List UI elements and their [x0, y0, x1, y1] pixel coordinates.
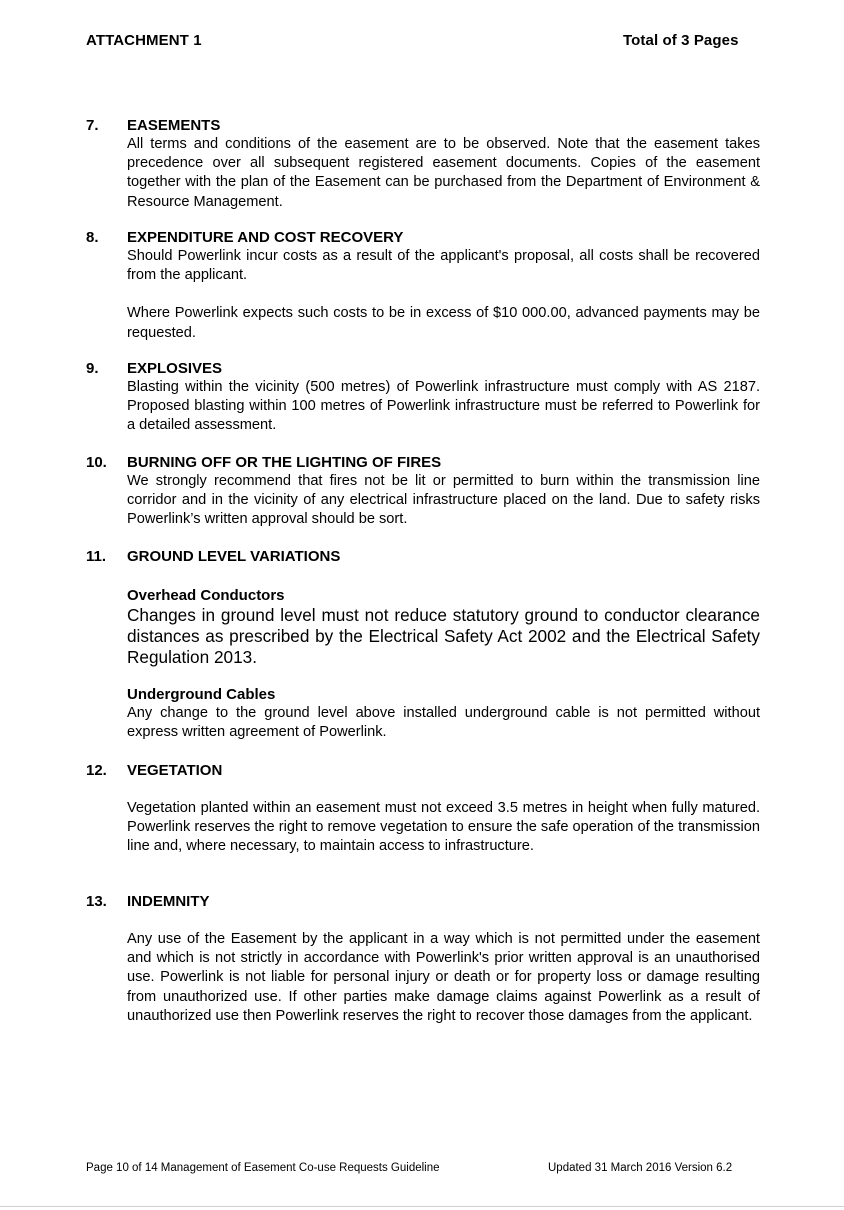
section-number: 9. — [86, 360, 99, 377]
section-number: 7. — [86, 117, 99, 134]
section-paragraph: Should Powerlink incur costs as a result of the applicant's proposal, all costs shall be recovered from the applicant. — [127, 248, 760, 284]
section-title: EXPLOSIVES — [127, 360, 223, 377]
section-title: EXPENDITURE AND COST RECOVERY — [127, 229, 404, 246]
section-paragraph: Blasting within the vicinity (500 metres) of Powerlink infrastructure must comply with AS 2187. Proposed blasting within 100 metres of Powerlink infrastructure must be referred to Powerlink for a detailed assessment. — [127, 379, 760, 434]
section-paragraph: Vegetation planted within an easement must not exceed 3.5 metres in height when fully matured. Powerlink reserves the right to remove vegetation to ensure the safe operation of the transmission line and, where necessary, to maintain access to infrastructure. — [127, 800, 760, 855]
section-number: 12. — [86, 762, 107, 779]
footer-page-info: Page 10 of 14 Management of Easement Co-use Requests Guideline — [86, 1162, 440, 1174]
header-page-total: Total of 3 Pages — [623, 32, 739, 49]
subsection-title: Overhead Conductors — [127, 587, 285, 604]
section-number: 13. — [86, 893, 107, 910]
subsection-paragraph: Any change to the ground level above installed underground cable is not permitted without express written agreement of Powerlink. — [127, 705, 760, 741]
section-title: GROUND LEVEL VARIATIONS — [127, 548, 341, 565]
section-title: VEGETATION — [127, 762, 223, 779]
subsection-paragraph: Changes in ground level must not reduce statutory ground to conductor clearance distances as prescribed by the Electrical Safety Act 2002 and the Electrical Safety Regulation 2013. — [127, 605, 760, 667]
header-attachment-label: ATTACHMENT 1 — [86, 32, 202, 49]
section-paragraph: Any use of the Easement by the applicant in a way which is not permitted under the easement and which is not strictly in accordance with Powerlink's prior written approval is an unauthorised use. Powerlink is not liable for personal injury or death or for property loss or damage resulting from unauthorized use. If other parties make damage claims against Powerlink as a result of unauthorized use then Powerlink reserves the right to recover those damages from the applicant. — [127, 931, 760, 1024]
section-number: 8. — [86, 229, 99, 246]
section-title: BURNING OFF OR THE LIGHTING OF FIRES — [127, 454, 442, 471]
section-title: INDEMNITY — [127, 893, 210, 910]
section-title: EASEMENTS — [127, 117, 221, 134]
section-paragraph: Where Powerlink expects such costs to be in excess of $10 000.00, advanced payments may be requested. — [127, 305, 760, 341]
section-number: 10. — [86, 454, 107, 471]
section-paragraph: We strongly recommend that fires not be lit or permitted to burn within the transmission line corridor and in the vicinity of any electrical infrastructure placed on the land. Due to safety risks Powerlink’s written approval should be sort. — [127, 473, 760, 528]
page-bottom-divider — [0, 1206, 844, 1207]
section-paragraph: All terms and conditions of the easement are to be observed. Note that the easement takes precedence over all subsequent registered easement documents. Copies of the easement together with the plan of the Easement can be purchased from the Department of Environment & Resource Management. — [127, 136, 760, 210]
section-number: 11. — [86, 548, 107, 565]
footer-version-info: Updated 31 March 2016 Version 6.2 — [548, 1162, 733, 1174]
subsection-title: Underground Cables — [127, 686, 276, 703]
